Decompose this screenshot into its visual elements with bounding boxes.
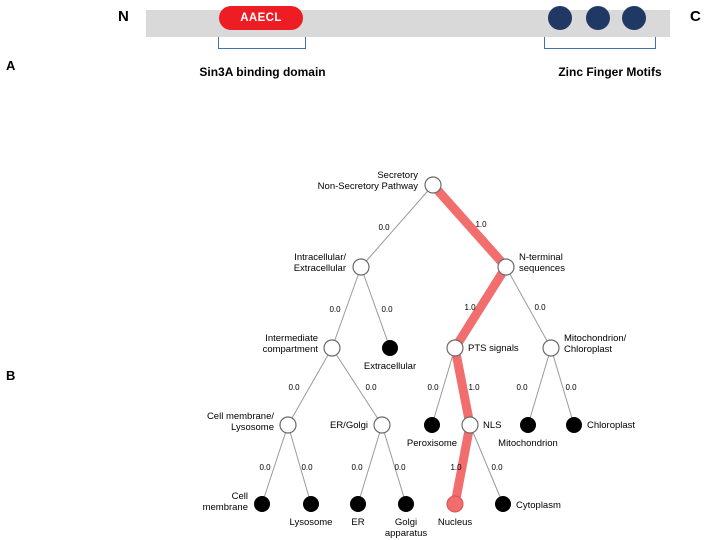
sin3a-binding-domain-label: Sin3A binding domain — [199, 65, 326, 79]
weight-ergolgi-to-er: 0.0 — [351, 463, 363, 472]
weight-nls-to-nucleus: 1.0 — [450, 463, 462, 472]
leaf-cytoplasm — [495, 496, 511, 512]
weight-nterminal-to-mito-chloro: 0.0 — [534, 303, 546, 312]
label-intermediate-line2: compartment — [262, 344, 318, 355]
weight-root-to-nterminal: 1.0 — [475, 220, 487, 229]
aaecl-domain-box: AAECL — [219, 6, 303, 30]
label-intracellular-line1: Intracellular/ — [294, 252, 346, 263]
panel-a-protein-domain-diagram — [0, 0, 706, 100]
leaf-nucleus — [447, 496, 463, 512]
weight-pts-to-peroxisome: 0.0 — [427, 383, 439, 392]
weight-intermediate-to-cellmem: 0.0 — [288, 383, 300, 392]
label-er-golgi: ER/Golgi — [329, 420, 368, 431]
weight-cellmem-to-lysosome: 0.0 — [301, 463, 313, 472]
label-nterminal-line1: N-terminal — [519, 252, 563, 263]
node-intermediate-compartment — [324, 340, 340, 356]
node-er-golgi — [374, 417, 390, 433]
c-terminus-label: C — [690, 8, 701, 25]
node-cell-membrane-lysosome — [280, 417, 296, 433]
zinc-finger-motifs-label: Zinc Finger Motifs — [558, 65, 662, 79]
leaf-chloroplast — [566, 417, 582, 433]
label-root-line1: Secretory — [377, 170, 418, 181]
zinc-finger-motif-dot — [586, 6, 610, 30]
weight-intracellular-to-extracellular: 0.0 — [381, 305, 393, 314]
tree-leaf-nodes — [254, 340, 582, 512]
label-lysosome: Lysosome — [289, 517, 333, 528]
panel-b-label: B — [6, 368, 16, 383]
label-extracellular: Extracellular — [363, 361, 417, 372]
weight-intracellular-to-intermediate: 0.0 — [329, 305, 341, 314]
label-chloroplast: Chloroplast — [587, 420, 636, 431]
leaf-er — [350, 496, 366, 512]
node-root — [425, 177, 441, 193]
label-mitochondrion: Mitochondrion — [498, 438, 558, 449]
leaf-lysosome — [303, 496, 319, 512]
weight-cellmem-to-cellmembrane: 0.0 — [259, 463, 271, 472]
node-mitochondrion-chloroplast — [543, 340, 559, 356]
label-golgi-line1: Golgi — [394, 517, 418, 528]
zinc-finger-brace — [544, 37, 656, 49]
weight-ergolgi-to-golgi: 0.0 — [394, 463, 406, 472]
label-cytoplasm: Cytoplasm — [516, 500, 561, 511]
leaf-extracellular — [382, 340, 398, 356]
label-intracellular-line2: Extracellular — [293, 263, 346, 274]
label-cell-membrane-line1: Cell — [231, 491, 248, 502]
node-intracellular-extracellular — [353, 259, 369, 275]
zinc-finger-motif-dot — [548, 6, 572, 30]
weight-mitochloro-to-mitochondrion: 0.0 — [516, 383, 528, 392]
label-pts-signals: PTS signals — [468, 343, 519, 354]
panel-a-label: A — [6, 58, 16, 73]
weight-mitochloro-to-chloroplast: 0.0 — [565, 383, 577, 392]
label-golgi-line2: apparatus — [384, 528, 428, 539]
label-nterminal-line2: sequences — [519, 263, 565, 274]
label-cell-membrane-line2: membrane — [202, 502, 248, 513]
label-cellmem-lyso-line1: Cell membrane/ — [206, 411, 274, 422]
label-nls: NLS — [483, 420, 502, 431]
n-terminus-label: N — [118, 8, 129, 25]
label-intermediate-line1: Intermediate — [265, 333, 318, 344]
leaf-golgi-apparatus — [398, 496, 414, 512]
tree-internal-nodes — [280, 177, 559, 433]
decision-tree-svg — [0, 120, 706, 540]
label-nucleus: Nucleus — [437, 517, 473, 528]
leaf-peroxisome — [424, 417, 440, 433]
label-mito-chloro-line1: Mitochondrion/ — [564, 333, 627, 344]
leaf-mitochondrion — [520, 417, 536, 433]
panel-b-localization-decision-tree — [0, 120, 706, 540]
weight-intermediate-to-ergolgi: 0.0 — [365, 383, 377, 392]
label-root-line2: Non-Secretory Pathway — [317, 181, 418, 192]
weight-nls-to-cytoplasm: 0.0 — [491, 463, 503, 472]
zinc-finger-motif-dot — [622, 6, 646, 30]
label-mito-chloro-line2: Chloroplast — [564, 344, 613, 355]
node-n-terminal-sequences — [498, 259, 514, 275]
label-peroxisome: Peroxisome — [406, 438, 458, 449]
node-pts-signals — [447, 340, 463, 356]
label-er: ER — [351, 517, 365, 528]
node-nls — [462, 417, 478, 433]
weight-nterminal-to-pts: 1.0 — [464, 303, 476, 312]
sin3a-brace — [218, 37, 306, 49]
label-cellmem-lyso-line2: Lysosome — [231, 422, 274, 433]
weight-root-to-intracellular: 0.0 — [378, 223, 390, 232]
leaf-cell-membrane — [254, 496, 270, 512]
weight-pts-to-nls: 1.0 — [468, 383, 480, 392]
